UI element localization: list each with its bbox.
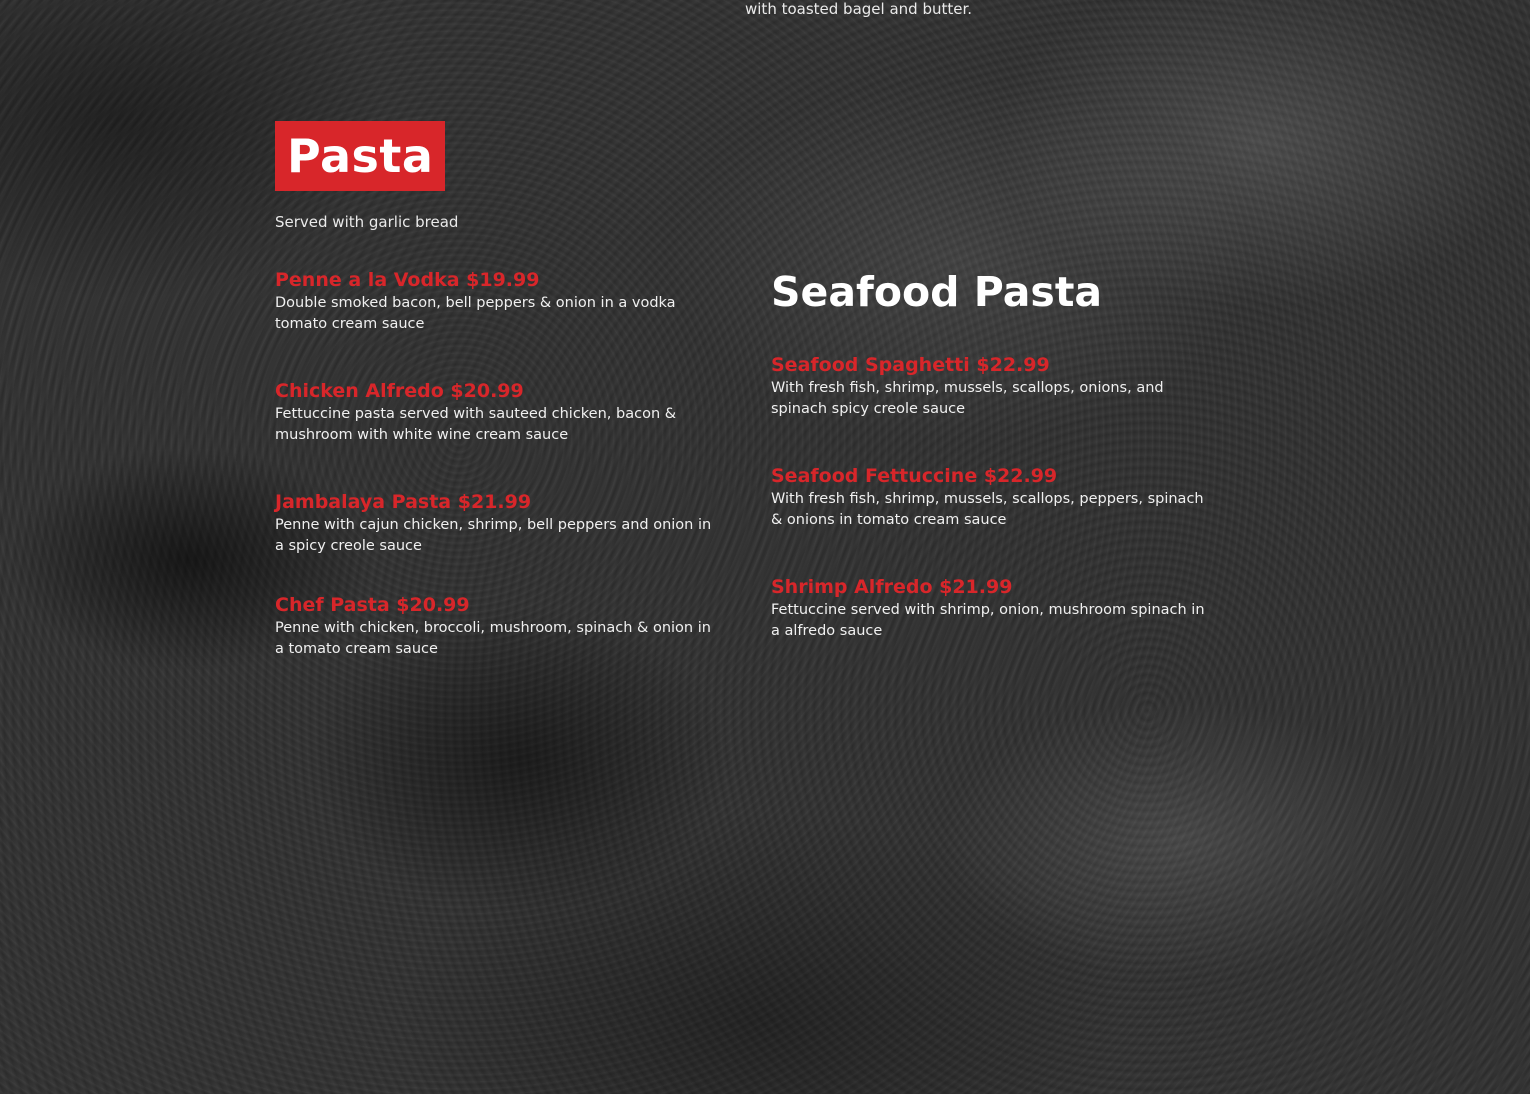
pasta-menu-list bbox=[275, 268, 715, 660]
menu-item-name: Penne a la Vodka $19.99 bbox=[275, 269, 540, 291]
menu-item-description: With fresh fish, shrimp, mussels, scallops, peppers, spinach & onions in tomato cream sauce bbox=[771, 491, 1204, 528]
menu-item bbox=[275, 593, 715, 660]
menu-item bbox=[771, 464, 1211, 531]
pasta-section bbox=[275, 121, 715, 704]
menu-item-name: Chef Pasta $20.99 bbox=[275, 594, 470, 616]
seafood-pasta-section bbox=[771, 266, 1211, 686]
menu-item-name: Shrimp Alfredo $21.99 bbox=[771, 576, 1013, 598]
pasta-section-title: Pasta bbox=[275, 121, 445, 191]
menu-item bbox=[771, 575, 1211, 642]
menu-item bbox=[275, 268, 715, 335]
menu-item-name: Chicken Alfredo $20.99 bbox=[275, 380, 524, 402]
menu-item-description: Penne with chicken, broccoli, mushroom, spinach & onion in a tomato cream sauce bbox=[275, 620, 711, 657]
menu-item-description: Fettuccine served with shrimp, onion, mushroom spinach in a alfredo sauce bbox=[771, 602, 1205, 639]
seafood-pasta-section-title: Seafood Pasta bbox=[771, 268, 1103, 316]
menu-item bbox=[275, 490, 715, 557]
menu-item-description: Double smoked bacon, bell peppers & onion in a vodka tomato cream sauce bbox=[275, 295, 676, 332]
menu-item-description: Penne with cajun chicken, shrimp, bell peppers and onion in a spicy creole sauce bbox=[275, 517, 712, 554]
seafood-pasta-menu-list bbox=[771, 353, 1211, 642]
pasta-section-note: Served with garlic bread bbox=[275, 213, 459, 231]
menu-item bbox=[275, 379, 715, 446]
previous-section-description-fragment: with toasted bagel and butter. bbox=[745, 0, 973, 18]
menu-item-name: Seafood Spaghetti $22.99 bbox=[771, 354, 1050, 376]
menu-item-description: With fresh fish, shrimp, mussels, scallops, onions, and spinach spicy creole sauce bbox=[771, 380, 1164, 417]
menu-item-name: Seafood Fettuccine $22.99 bbox=[771, 465, 1058, 487]
menu-item bbox=[771, 353, 1211, 420]
menu-item-description: Fettuccine pasta served with sauteed chicken, bacon & mushroom with white wine cream sauce bbox=[275, 406, 677, 443]
menu-item-name: Jambalaya Pasta $21.99 bbox=[275, 491, 532, 513]
